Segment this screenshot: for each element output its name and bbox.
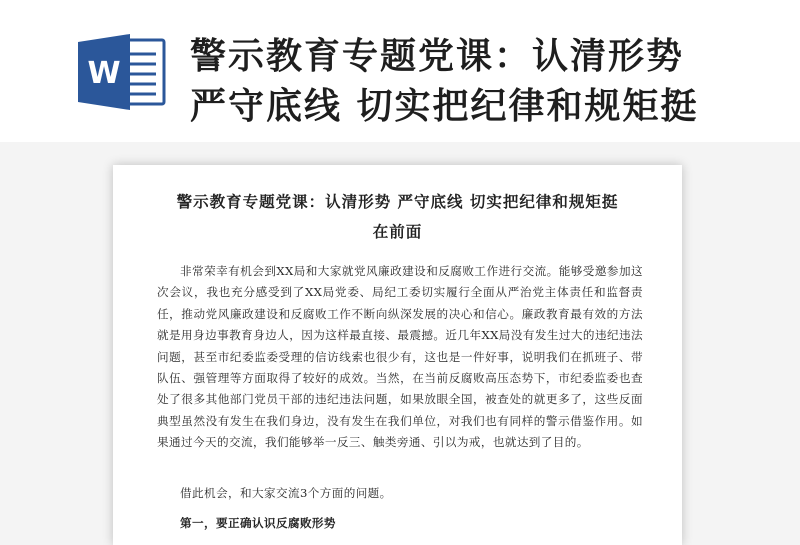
word-document-icon: [76, 34, 168, 110]
banner-title-line-2: 严守底线 切实把纪律和规矩挺: [190, 86, 699, 127]
body-paragraph-2: 借此机会，和大家交流3个方面的问题。: [180, 486, 392, 500]
document-page: [113, 165, 682, 545]
document-title-line-1: 警示教育专题党课：认清形势 严守底线 切实把纪律和规矩挺: [176, 192, 619, 211]
banner-title-line-1: 警示教育专题党课：认清形势: [190, 36, 685, 77]
body-paragraph-1: 非常荣幸有机会到XX局和大家就党风廉政建设和反腐败工作进行交流。能够受邀参加这次会议，我也充分感受到了XX局党委、局纪工委切实履行全面从严治党主体责任和监督责任，推动党风廉政建设和反腐败工作不断向纵深发展的决心和信心。廉政教育最有效的方法就是用身边事教育身边人，因为这样最直接、最震撼。近几年XX局没有发生过大的违纪违法问题，甚至市纪委监委受理的信访线索也很少有，这也是一件好事，说明我们在抓班子、带队伍、强管理等方面取得了较好的成效。当然，在当前反腐败高压态势下，市纪委监委也查处了很多其他部门党员干部的违纪违法问题，如果放眼全国，被查处的就更多了，这些反面典型虽然没有发生在我们身边，没有发生在我们单位，对我们也有同样的警示借鉴作用。如果通过今天的交流，我们能够举一反三、触类旁通、引以为戒，也就达到了目的。: [157, 264, 643, 450]
svg-text:W: W: [87, 56, 121, 91]
document-title-line-2: 在前面: [372, 222, 423, 241]
section-heading-1: 第一，要正确认识反腐败形势: [180, 516, 336, 530]
